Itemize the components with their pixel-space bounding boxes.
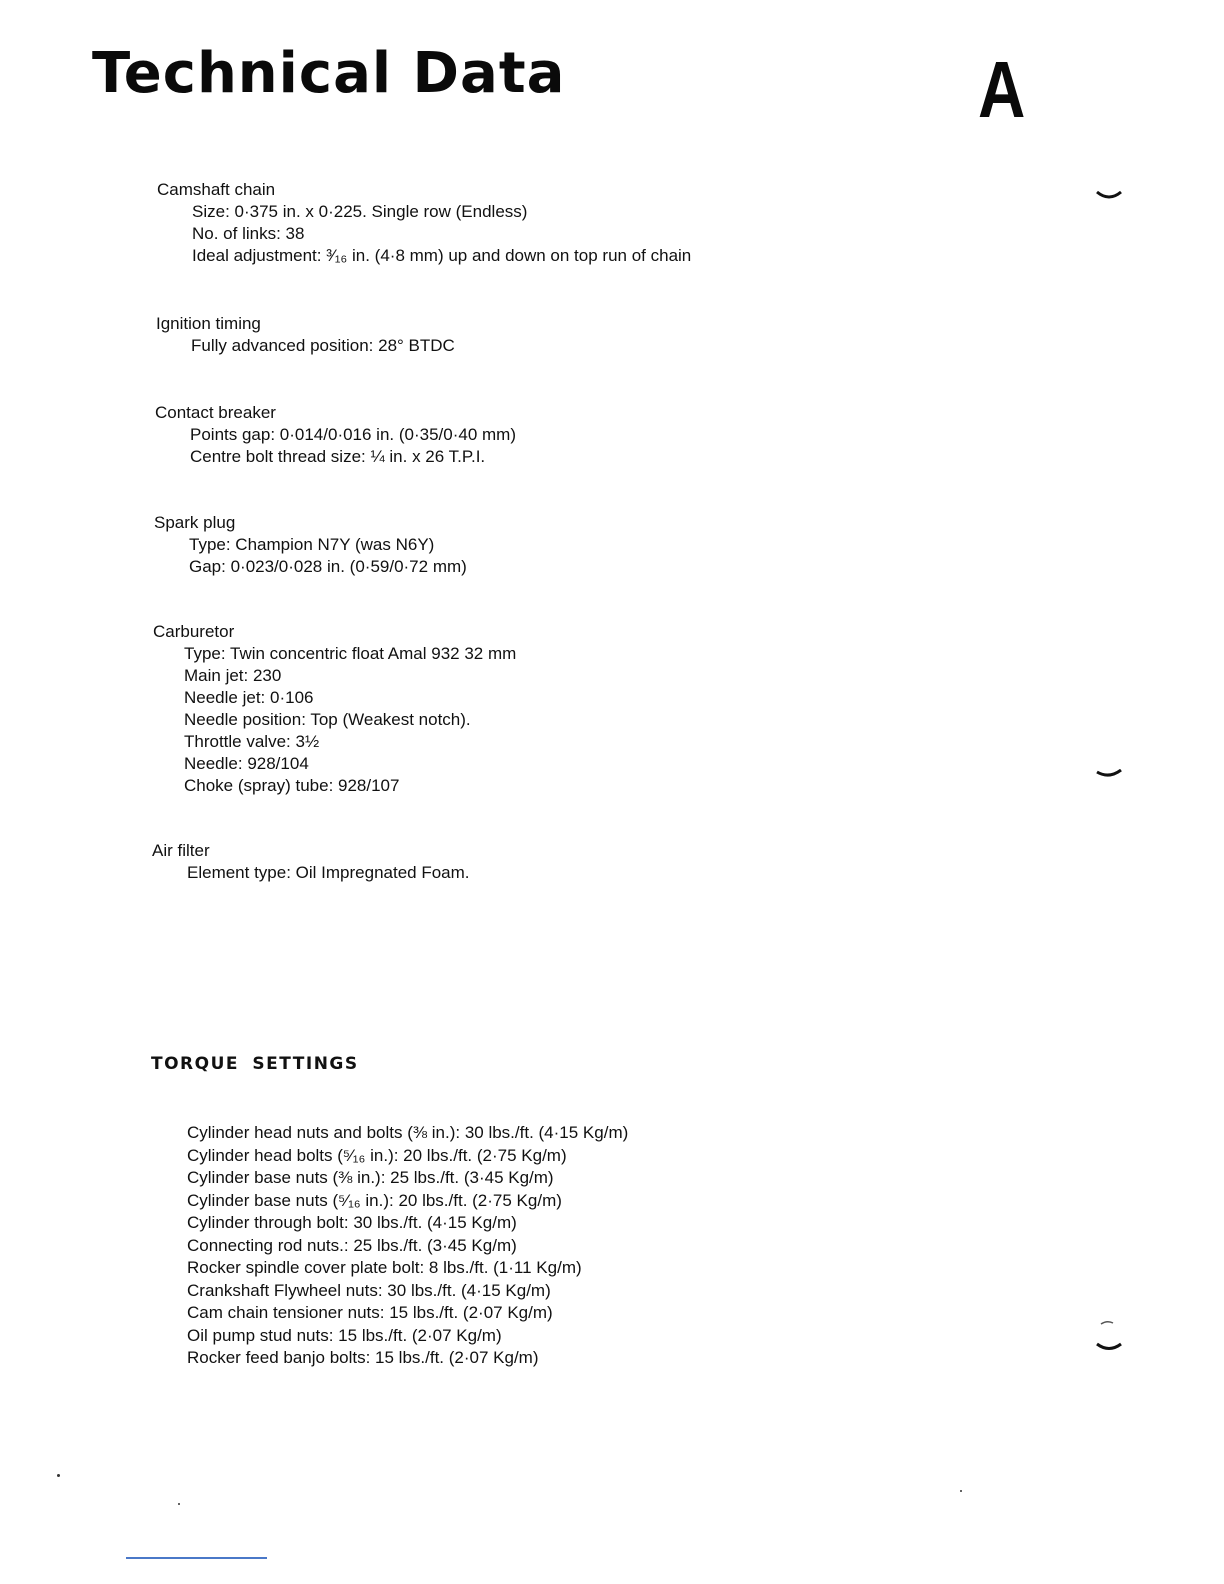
scan-speck — [57, 1474, 60, 1477]
binder-ring-mark — [1096, 190, 1122, 200]
spec-spark-plug — [154, 512, 467, 578]
spec-line: Gap: 0·023/0·028 in. (0·59/0·72 mm) — [189, 557, 467, 576]
spec-heading: Contact breaker — [155, 403, 276, 422]
spec-line: Needle jet: 0·106 — [184, 688, 314, 707]
torque-line: Crankshaft Flywheel nuts: 30 lbs./ft. (4·15 Kg/m) — [187, 1280, 551, 1300]
spec-ignition-timing — [156, 313, 455, 357]
spec-contact-breaker — [155, 402, 516, 468]
spec-line: Size: 0·375 in. x 0·225. Single row (Endless) — [192, 202, 528, 221]
spec-line: No. of links: 38 — [192, 224, 305, 243]
spec-line: Choke (spray) tube: 928/107 — [184, 776, 400, 795]
spec-camshaft-chain — [157, 179, 691, 267]
spec-line: Element type: Oil Impregnated Foam. — [187, 863, 470, 882]
spec-line: Main jet: 230 — [184, 666, 282, 685]
torque-line: Cylinder base nuts (⁵⁄₁₆ in.): 20 lbs./ft. (2·75 Kg/m) — [187, 1190, 562, 1210]
spec-line: Points gap: 0·014/0·016 in. (0·35/0·40 mm) — [190, 425, 517, 444]
spec-line: Throttle valve: 3½ — [184, 732, 320, 751]
torque-line: Cylinder through bolt: 30 lbs./ft. (4·15 Kg/m) — [187, 1213, 517, 1232]
torque-settings-list — [187, 1122, 628, 1370]
footer-rule — [126, 1557, 267, 1559]
scan-speck — [178, 1503, 180, 1505]
torque-settings-heading: TORQUE SETTINGS — [151, 1054, 359, 1074]
spec-heading: Camshaft chain — [157, 180, 276, 199]
torque-line: Rocker feed banjo bolts: 15 lbs./ft. (2·07 Kg/m) — [187, 1348, 539, 1367]
torque-line: Oil pump stud nuts: 15 lbs./ft. (2·07 Kg/m) — [187, 1325, 502, 1345]
section-letter: A — [978, 45, 1026, 134]
spec-carburetor — [153, 621, 516, 797]
torque-line: Rocker spindle cover plate bolt: 8 lbs./ft. (1·11 Kg/m) — [187, 1258, 582, 1277]
spec-line: Needle: 928/104 — [184, 754, 309, 773]
binder-ring-mark — [1096, 769, 1122, 779]
spec-heading: Air filter — [152, 841, 210, 860]
spec-line: Fully advanced position: 28° BTDC — [191, 336, 455, 355]
torque-line: Cylinder head bolts (⁵⁄₁₆ in.): 20 lbs./ft. (2·75 Kg/m) — [187, 1145, 567, 1165]
spec-air-filter — [152, 840, 470, 884]
scan-speck — [960, 1490, 962, 1492]
page-title: Technical Data — [92, 41, 566, 106]
spec-heading: Carburetor — [153, 622, 235, 641]
spec-heading: Ignition timing — [156, 314, 261, 333]
spec-line: Type: Champion N7Y (was N6Y) — [189, 535, 435, 554]
spec-line: Needle position: Top (Weakest notch). — [184, 710, 471, 729]
binder-ring-mark — [1100, 1320, 1114, 1325]
spec-line: Centre bolt thread size: ¼ in. x 26 T.P.I. — [190, 447, 486, 466]
torque-line: Connecting rod nuts.: 25 lbs./ft. (3·45 Kg/m) — [187, 1235, 517, 1255]
spec-heading: Spark plug — [154, 513, 236, 532]
torque-line: Cam chain tensioner nuts: 15 lbs./ft. (2·07 Kg/m) — [187, 1303, 553, 1322]
torque-line: Cylinder base nuts (⅜ in.): 25 lbs./ft. (3·45 Kg/m) — [187, 1168, 554, 1187]
torque-line: Cylinder head nuts and bolts (⅜ in.): 30 lbs./ft. (4·15 Kg/m) — [187, 1123, 629, 1142]
spec-line: Ideal adjustment: ³⁄₁₆ in. (4·8 mm) up and down on top run of chain — [192, 246, 692, 265]
spec-line: Type: Twin concentric float Amal 932 32 mm — [184, 644, 517, 663]
binder-ring-mark — [1096, 1342, 1122, 1352]
